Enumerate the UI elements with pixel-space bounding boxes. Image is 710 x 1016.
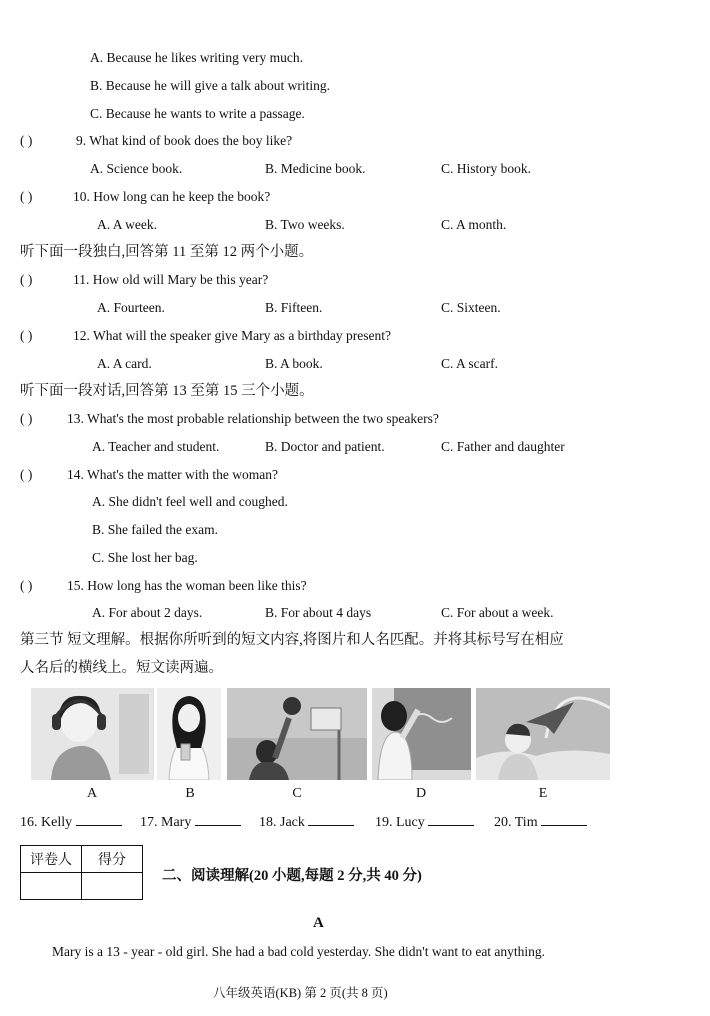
match-label: 16. Kelly bbox=[20, 815, 73, 830]
q12-option-b: B. A book. bbox=[265, 356, 323, 371]
grader-cell[interactable] bbox=[21, 873, 82, 900]
q13-stem: 13. What's the most probable relationship between the two speakers? bbox=[67, 411, 439, 426]
q15-option-a: A. For about 2 days. bbox=[92, 605, 203, 620]
q10-option-b: B. Two weeks. bbox=[265, 217, 345, 232]
instruction-11-12: 听下面一段独白,回答第 11 至第 12 两个小题。 bbox=[20, 244, 314, 260]
picture-label-c: C bbox=[292, 786, 302, 801]
match-label: 20. Tim bbox=[494, 815, 538, 830]
picture-c-boy-playing-basketball bbox=[227, 688, 367, 780]
q13-answer-paren[interactable]: ( ) bbox=[20, 411, 33, 426]
q9-option-b: B. Medicine book. bbox=[265, 161, 366, 176]
q10-answer-paren[interactable]: ( ) bbox=[20, 189, 33, 204]
q14-option-a: A. She didn't feel well and coughed. bbox=[92, 494, 288, 509]
q14-answer-paren[interactable]: ( ) bbox=[20, 467, 33, 482]
q12-option-a: A. A card. bbox=[97, 356, 152, 371]
answer-blank[interactable] bbox=[195, 813, 241, 826]
q11-option-b: B. Fifteen. bbox=[265, 300, 323, 315]
match-label: 18. Jack bbox=[259, 815, 305, 830]
q14-stem: 14. What's the matter with the woman? bbox=[67, 467, 279, 482]
match-label: 17. Mary bbox=[140, 815, 192, 830]
q14-option-c: C. She lost her bag. bbox=[92, 550, 198, 565]
picture-d-girl-at-blackboard bbox=[372, 688, 471, 780]
score-header: 得分 bbox=[82, 846, 143, 873]
answer-blank[interactable] bbox=[428, 813, 474, 826]
q10-stem: 10. How long can he keep the book? bbox=[73, 189, 271, 204]
instruction-13-15: 听下面一段对话,回答第 13 至第 15 三个小题。 bbox=[20, 383, 314, 399]
q11-option-c: C. Sixteen. bbox=[441, 300, 501, 315]
match-17-mary[interactable] bbox=[140, 813, 241, 832]
answer-blank[interactable] bbox=[308, 813, 354, 826]
q11-stem: 11. How old will Mary be this year? bbox=[73, 272, 269, 287]
section3-instruction-line1: 第三节 短文理解。根据你所听到的短文内容,将图片和人名匹配。并将其标号写在相应 bbox=[20, 632, 564, 648]
q12-stem: 12. What will the speaker give Mary as a birthday present? bbox=[73, 328, 392, 343]
q13-option-a: A. Teacher and student. bbox=[92, 439, 220, 454]
q13-option-c: C. Father and daughter bbox=[441, 439, 565, 454]
q15-option-b: B. For about 4 days bbox=[265, 605, 372, 620]
picture-a-girl-with-headphones bbox=[31, 688, 154, 780]
q12-answer-paren[interactable]: ( ) bbox=[20, 328, 33, 343]
score-box bbox=[20, 845, 143, 900]
q15-option-c: C. For about a week. bbox=[441, 605, 554, 620]
q8-option-a: A. Because he likes writing very much. bbox=[90, 50, 303, 65]
picture-label-e: E bbox=[538, 786, 548, 801]
q10-option-c: C. A month. bbox=[441, 217, 507, 232]
q8-option-c: C. Because he wants to write a passage. bbox=[90, 106, 305, 121]
q15-stem: 15. How long has the woman been like this? bbox=[67, 578, 307, 593]
match-20-tim[interactable] bbox=[494, 813, 587, 832]
grader-header: 评卷人 bbox=[21, 846, 82, 873]
q11-option-a: A. Fourteen. bbox=[97, 300, 165, 315]
part2-title: 二、阅读理解(20 小题,每题 2 分,共 40 分) bbox=[162, 868, 422, 884]
q9-option-c: C. History book. bbox=[441, 161, 532, 176]
picture-label-d: D bbox=[415, 786, 427, 801]
q15-answer-paren[interactable]: ( ) bbox=[20, 578, 33, 593]
answer-blank[interactable] bbox=[541, 813, 587, 826]
q13-option-b: B. Doctor and patient. bbox=[265, 439, 385, 454]
match-19-lucy[interactable] bbox=[375, 813, 474, 832]
picture-label-b: B bbox=[185, 786, 195, 801]
picture-b-girl-with-drink bbox=[157, 688, 221, 780]
passage-a-title: A bbox=[313, 915, 324, 931]
match-16-kelly[interactable] bbox=[20, 813, 122, 832]
q10-option-a: A. A week. bbox=[97, 217, 157, 232]
passage-a-line1: Mary is a 13 - year - old girl. She had a bad cold yesterday. She didn't want to eat anything. bbox=[52, 944, 546, 959]
q9-stem: 9. What kind of book does the boy like? bbox=[76, 133, 293, 148]
picture-e-boy-with-paper-plane bbox=[476, 688, 610, 780]
page-footer: 八年级英语(KB) 第 2 页(共 8 页) bbox=[213, 986, 388, 1000]
match-18-jack[interactable] bbox=[259, 813, 354, 832]
q14-option-b: B. She failed the exam. bbox=[92, 522, 218, 537]
match-label: 19. Lucy bbox=[375, 815, 425, 830]
picture-label-a: A bbox=[86, 786, 98, 801]
q8-option-b: B. Because he will give a talk about writing. bbox=[90, 78, 330, 93]
q11-answer-paren[interactable]: ( ) bbox=[20, 272, 33, 287]
q12-option-c: C. A scarf. bbox=[441, 356, 498, 371]
q9-option-a: A. Science book. bbox=[90, 161, 183, 176]
section3-instruction-line2: 人名后的横线上。短文读两遍。 bbox=[20, 660, 223, 676]
answer-blank[interactable] bbox=[76, 813, 122, 826]
score-cell[interactable] bbox=[82, 873, 143, 900]
q9-answer-paren[interactable]: ( ) bbox=[20, 133, 33, 148]
